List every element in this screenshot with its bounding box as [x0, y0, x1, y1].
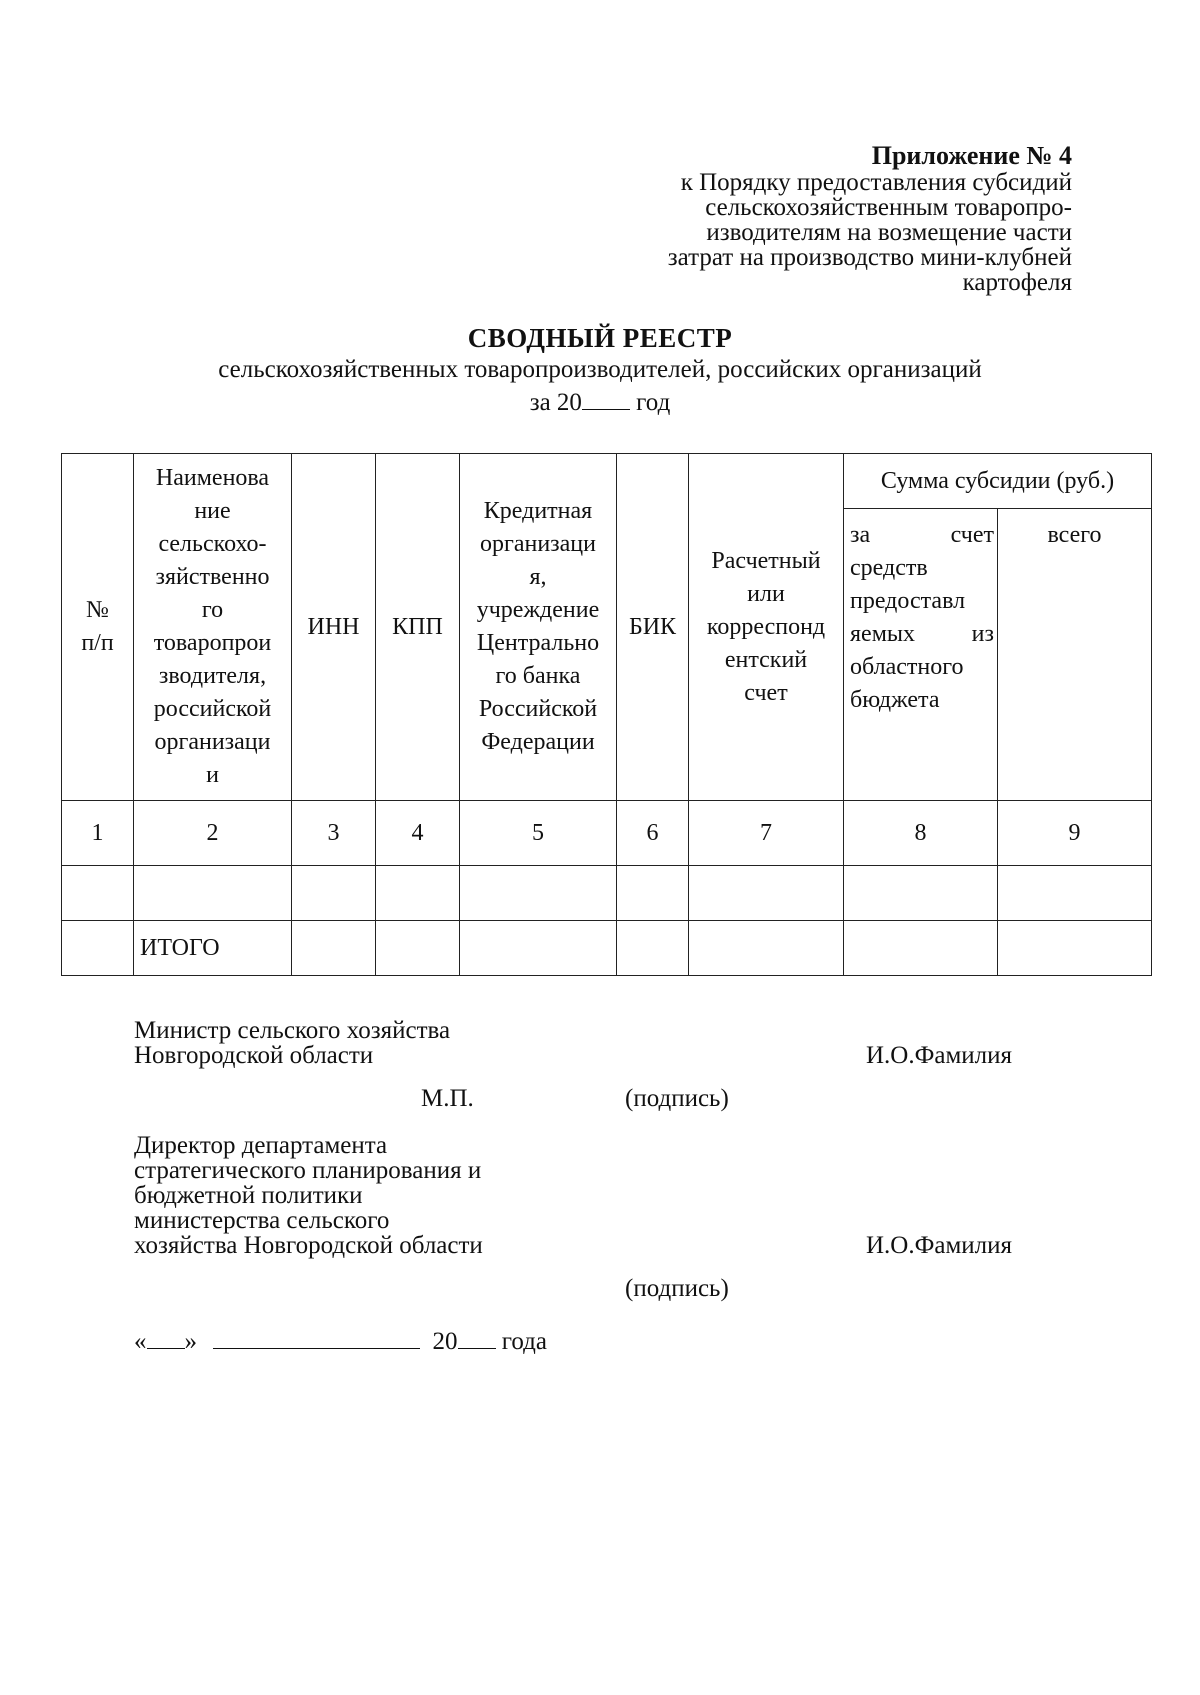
period-line	[0, 386, 1200, 420]
year-blank	[582, 387, 630, 410]
table-cell	[292, 921, 376, 976]
table-cell	[460, 866, 617, 921]
header-credit-organization: Кредитная организаци я, учреждение Центрально го банка Российской Федерации	[460, 454, 617, 801]
header-total: всего	[998, 509, 1152, 801]
table-row	[62, 866, 1152, 921]
column-number: 6	[617, 801, 689, 866]
header-producer-name: Наименова ние сельскохо- зяйственно го товаропрои зводителя, российской организаци и	[134, 454, 292, 801]
month-blank	[213, 1326, 420, 1349]
table-cell	[62, 866, 134, 921]
minister-name: И.О.Фамилия	[866, 1042, 1013, 1069]
date-year-prefix: 20	[432, 1328, 458, 1355]
table-cell	[998, 866, 1152, 921]
total-label: ИТОГО	[134, 921, 292, 976]
director-title: Директор департамента стратегического планирования и бюджетной политики министерства сельского хозяйства Новгородской области	[134, 1132, 483, 1259]
day-blank	[147, 1326, 185, 1349]
table-cell	[689, 866, 844, 921]
stamp-label: М.П.	[421, 1085, 474, 1112]
column-number: 5	[460, 801, 617, 866]
column-number: 4	[376, 801, 460, 866]
column-numbers-row	[62, 801, 1152, 866]
table-cell	[617, 921, 689, 976]
header-subsidy-sum: Сумма субсидии (руб.)	[844, 454, 1152, 509]
table-cell	[292, 866, 376, 921]
header-kpp: КПП	[376, 454, 460, 801]
appendix-line: картофеля	[962, 269, 1072, 296]
date-quote-close: »	[184, 1328, 197, 1355]
appendix-line: затрат на производство мини-клубней	[667, 244, 1072, 271]
year-blank	[458, 1326, 496, 1349]
appendix-line: к Порядку предоставления субсидий	[680, 169, 1072, 196]
document-heading	[0, 322, 1200, 420]
date-suffix: года	[495, 1328, 547, 1355]
minister-title: Министр сельского хозяйства Новгородской области	[134, 1017, 451, 1069]
appendix-line: изводителям на возмещение части	[706, 219, 1072, 246]
appendix-block	[552, 142, 1072, 295]
table-cell	[617, 866, 689, 921]
table-cell	[998, 921, 1152, 976]
document-title: СВОДНЫЙ РЕЕСТР	[467, 323, 733, 353]
column-number: 1	[62, 801, 134, 866]
document-subtitle: сельскохозяйственных товаропроизводителей, российских организаций	[218, 356, 982, 383]
header-account: Расчетный или корреспонд ентский счет	[689, 454, 844, 801]
table-cell	[62, 921, 134, 976]
period-prefix: за 20	[529, 389, 582, 416]
table-cell	[134, 866, 292, 921]
column-number: 9	[998, 801, 1152, 866]
column-number: 8	[844, 801, 998, 866]
header-number: № п/п	[62, 454, 134, 801]
appendix-line: сельскохозяйственным товаропро-	[705, 194, 1072, 221]
registry-table	[61, 453, 1152, 976]
period-suffix: год	[629, 389, 671, 416]
table-cell	[689, 921, 844, 976]
header-inn: ИНН	[292, 454, 376, 801]
table-cell	[844, 921, 998, 976]
column-number: 3	[292, 801, 376, 866]
signature-label: (подпись)	[625, 1275, 729, 1302]
director-name: И.О.Фамилия	[866, 1232, 1013, 1259]
date-quote-open: «	[134, 1328, 147, 1355]
total-row	[62, 921, 1152, 976]
table-cell	[844, 866, 998, 921]
header-regional-budget: за счет средств предоставл яемых из областного бюджета	[844, 509, 998, 801]
column-number: 2	[134, 801, 292, 866]
table-cell	[376, 866, 460, 921]
signature-label: (подпись)	[625, 1085, 729, 1112]
table-cell	[460, 921, 617, 976]
date-line	[134, 1326, 547, 1354]
table-cell	[376, 921, 460, 976]
appendix-title: Приложение № 4	[871, 141, 1072, 170]
column-number: 7	[689, 801, 844, 866]
header-bik: БИК	[617, 454, 689, 801]
